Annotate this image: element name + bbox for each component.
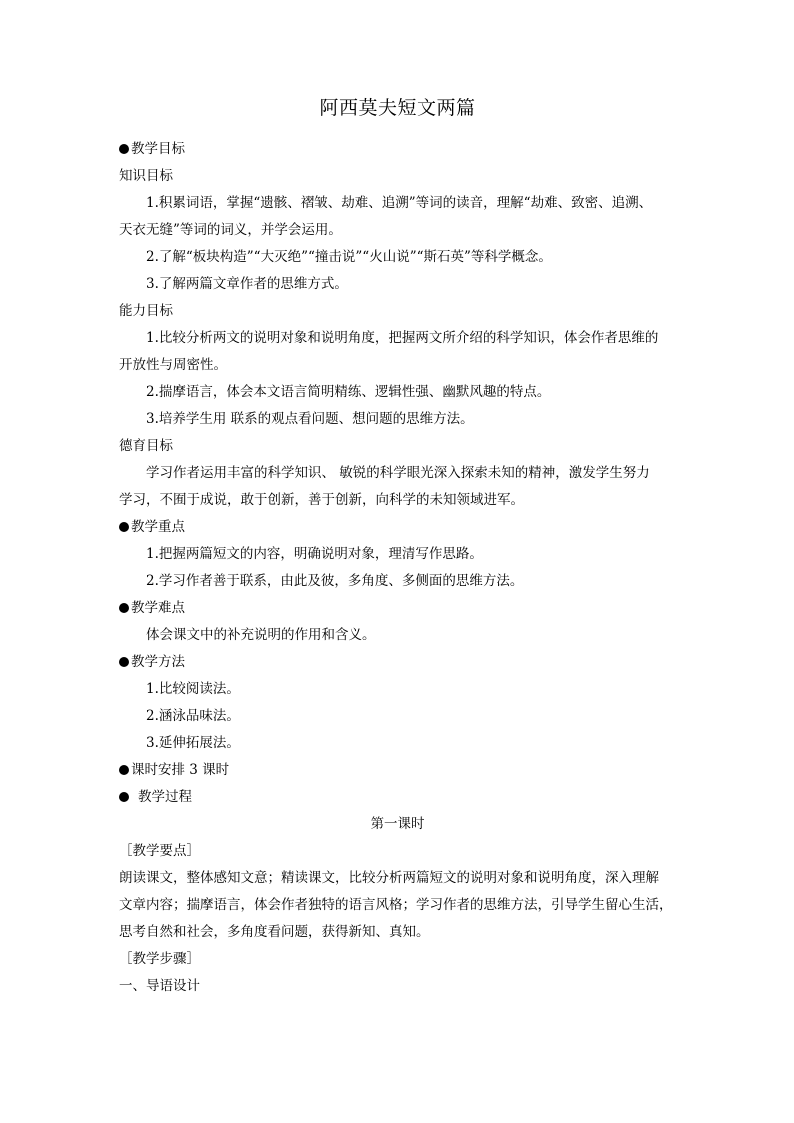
paragraph-line: 学习，不囿于成说，敢于创新，善于创新，向科学的未知领域进军。 xyxy=(119,492,524,508)
lesson-title: 第一课时 xyxy=(370,816,425,832)
section-heading-difficulties: 教学难点 xyxy=(119,595,676,622)
paragraph-line: 1.比较分析两文的说明对象和说明角度，把握两文所介绍的科学知识，体会作者思维的 xyxy=(146,330,659,346)
step-heading: 一、导语设计 xyxy=(119,978,200,994)
subheading-knowledge: 知识目标 xyxy=(119,168,173,184)
paragraph-line: 2.涵泳品味法。 xyxy=(146,708,240,724)
subheading-moral: 德育目标 xyxy=(119,438,173,454)
subheading-steps: ［教学步骤］ xyxy=(119,951,200,967)
paragraph-line: 天衣无缝”等词的词义，并学会运用。 xyxy=(119,222,342,238)
paragraph-line: 学习作者运用丰富的科学知识、 敏锐的科学眼光深入探索未知的精神，激发学生努力 xyxy=(146,465,650,481)
paragraph-line: 2.揣摩语言，体会本文语言简明精练、逻辑性强、幽默风趣的特点。 xyxy=(146,384,551,400)
section-heading-methods: 教学方法 xyxy=(119,649,676,676)
section-heading-goals: 教学目标 xyxy=(119,136,676,163)
subheading-ability: 能力目标 xyxy=(119,303,173,319)
bullet-icon xyxy=(119,144,129,154)
paragraph-line: 2.学习作者善于联系，由此及彼，多角度、多侧面的思维方法。 xyxy=(146,573,524,589)
subheading-key: ［教学要点］ xyxy=(119,843,200,859)
bullet-icon xyxy=(119,657,129,667)
bullet-icon xyxy=(119,603,129,613)
bullet-icon xyxy=(119,765,129,775)
document-title: 阿西莫夫短文两篇 xyxy=(319,97,476,119)
bullet-icon xyxy=(119,792,129,802)
paragraph-line: 体会课文中的补充说明的作用和含义。 xyxy=(146,627,376,643)
paragraph-line: 1.把握两篇短文的内容，明确说明对象，理清写作思路。 xyxy=(146,546,483,562)
paragraph-line: 文章内容；揣摩语言，体会作者独特的语言风格；学习作者的思维方法，引导学生留心生活， xyxy=(119,897,673,913)
paragraph-line: 朗读课文，整体感知文意；精读课文，比较分析两篇短文的说明对象和说明角度，深入理解 xyxy=(119,870,659,886)
bullet-icon xyxy=(119,522,129,532)
section-heading-key-points: 教学重点 xyxy=(119,514,676,541)
paragraph-line: 3.培养学生用 联系的观点看问题、想问题的思维方法。 xyxy=(146,411,474,427)
paragraph-line: 1.积累词语，掌握“遗骸、褶皱、劫难、追溯”等词的读音，理解“劫难、致密、追溯、 xyxy=(146,195,653,211)
paragraph-line: 2.了解“板块构造”“大灭绝”“撞击说”“火山说”“斯石英”等科学概念。 xyxy=(146,249,552,265)
paragraph-line: 1.比较阅读法。 xyxy=(146,681,240,697)
paragraph-line: 3.了解两篇文章作者的思维方式。 xyxy=(146,276,348,292)
section-heading-process: 教学过程 xyxy=(119,784,676,811)
paragraph-line: 开放性与周密性。 xyxy=(119,357,227,373)
paragraph-line: 思考自然和社会，多角度看问题，获得新知、真知。 xyxy=(119,924,430,940)
section-heading-schedule: 课时安排 3 课时 xyxy=(119,757,676,784)
paragraph-line: 3.延伸拓展法。 xyxy=(146,735,240,751)
